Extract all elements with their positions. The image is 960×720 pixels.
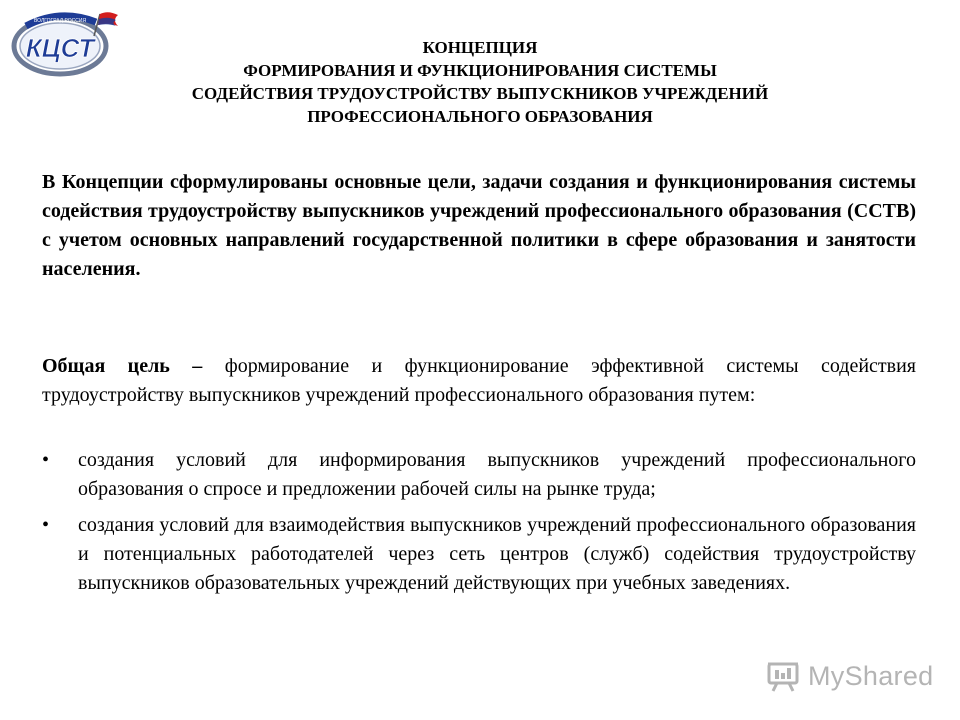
goal-bullet-list [42,446,916,605]
bullet-icon: • [42,449,50,471]
myshared-watermark[interactable] [766,656,933,696]
list-item [42,511,916,598]
goal-text: формирование и функционирование эффективной системы содействия трудоустройству выпускников учреждений профессионального образования путем: [42,355,917,406]
presentation-board-icon [766,659,800,693]
title-line-1: КОНЦЕПЦИЯ [422,38,538,57]
intro-paragraph: В Концепции сформулированы основные цели, задачи создания и функционирования системы содействия трудоустройству выпускников учреждений профессионального образования (ССТВ) с учетом основных направлений государственной политики в сфере образования и занятости населения. [42,171,916,280]
goal-lead: Общая цель – [42,355,203,377]
bullet-text: создания условий для информирования выпускников учреждений профессионального образования о спросе и предложении рабочей силы на рынке труда; [78,449,916,500]
title-line-3: СОДЕЙСТВИЯ ТРУДОУСТРОЙСТВУ ВЫПУСКНИКОВ УЧРЕЖДЕНИЙ [191,84,769,103]
page-title [60,36,900,128]
list-item [42,446,916,504]
watermark-text: MyShared [808,660,934,691]
bullet-icon: • [42,514,50,536]
bullet-text: создания условий для взаимодействия выпускников учреждений профессионального образования и потенциальных работодателей через сеть центров (служб) содействия трудоустройству выпускников образовательных учреждений действующих при учебных заведениях. [78,514,916,594]
goal-paragraph [42,352,916,410]
logo-arc-text: ВОЛГОГРАД РОССИЯ [33,18,87,24]
title-line-2: ФОРМИРОВАНИЯ И ФУНКЦИОНИРОВАНИЯ СИСТЕМЫ [243,61,717,80]
logo-text: КЦСТ [25,33,95,63]
title-line-4: ПРОФЕССИОНАЛЬНОГО ОБРАЗОВАНИЯ [307,107,653,126]
